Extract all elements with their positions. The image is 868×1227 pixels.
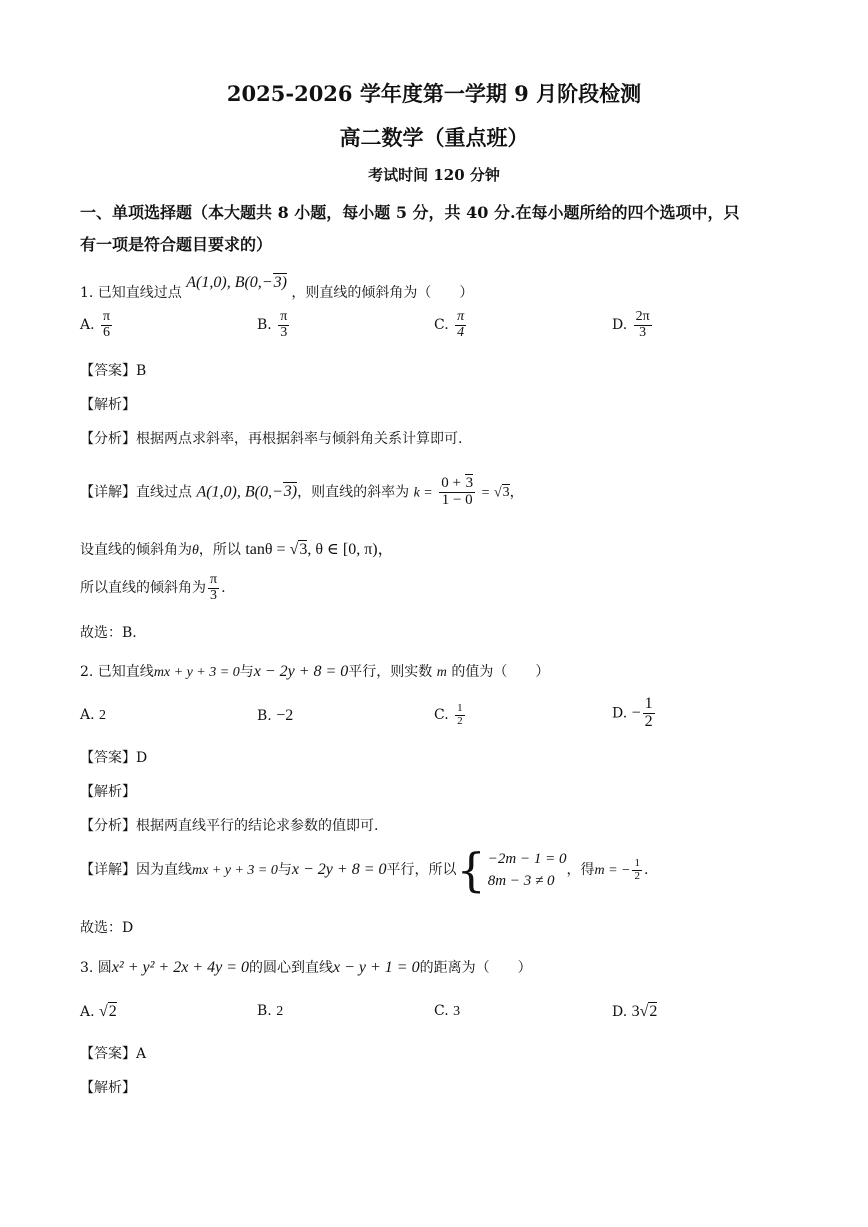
q2-option-b: B. −2 <box>257 707 294 724</box>
exam-duration: 考试时间 120 分钟 <box>368 166 500 184</box>
q1-detail-line2: 设直线的倾斜角为θ，所以 tanθ = √3, θ ∈ [0, π)， <box>80 541 394 558</box>
q1-detail-line3: 所以直线的倾斜角为 $\frac{\pi}{3}$ . <box>80 572 226 603</box>
q3-option-c: C. 3 <box>434 1003 461 1019</box>
q2-option-a: A. 2 <box>80 707 107 723</box>
section-title-line2: 有一项是符合题目要求的） <box>80 235 273 254</box>
q1-option-a: A. $\frac{\pi}{6}$ <box>80 309 111 340</box>
q1-analysis-label: 【解析】 <box>80 397 136 413</box>
q3-option-a: A. √2 <box>80 1003 117 1020</box>
question-3: 3. 圆x² + y² + 2x + 4y = 0的圆心到直线x − y + 1 = 0的距离为（ ） <box>80 959 532 976</box>
q3-analysis-label: 【解析】 <box>80 1080 136 1096</box>
section-title-line1: 一、单项选择题（本大题共 8 小题，每小题 5 分，共 40 分.在每小题所给的四个选项中，只 <box>80 203 740 222</box>
question-1 <box>80 274 474 302</box>
q2-choice: 故选：D <box>80 920 134 936</box>
q1-points: A(1,0), B(0,−3) <box>186 274 287 291</box>
q1-option-d: D. $\frac{2\pi}{3}$ <box>612 309 650 340</box>
q2-fenxi: 【分析】根据两直线平行的结论求参数的值即可. <box>80 818 379 834</box>
q1-stem-end: ，则直线的倾斜角为（ ） <box>291 285 474 301</box>
q1-option-c: C. $\frac{\pi}{4}$ <box>434 309 465 340</box>
q3-answer: 【答案】A <box>80 1046 147 1062</box>
q2-option-c: C. $\frac{1}{2}$ <box>434 702 463 727</box>
q1-choice: 故选：B. <box>80 625 137 641</box>
q1-detail: 【详解】直线过点 A(1,0), B(0,−3)，则直线的斜率为 k = $\frac{0 + 3}{1 - 0}$ = √3， <box>80 475 524 508</box>
q1-fenxi: 【分析】根据两点求斜率，再根据斜率与倾斜角关系计算即可. <box>80 431 463 447</box>
exam-subtitle: 高二数学（重点班） <box>339 125 529 150</box>
q2-analysis-label: 【解析】 <box>80 784 136 800</box>
q3-option-d: D. 3√2 <box>612 1003 658 1020</box>
exam-title: 2025-2026 学年度第一学期 9 月阶段检测 <box>226 81 642 106</box>
q1-stem: 1. 已知直线过点 <box>80 285 182 301</box>
q2-option-d: D. − $\frac{1}{2}$ <box>612 695 653 730</box>
q2-detail: 【详解】因为直线mx + y + 3 = 0与x − 2y + 8 = 0平行，所以{ −2m − 1 = 0 8m − 3 ≠ 0 ，得m = − $\frac{1}{2}$ . <box>80 843 649 897</box>
q2-answer: 【答案】D <box>80 750 148 766</box>
q1-answer: 【答案】B <box>80 363 147 379</box>
q1-option-b: B. $\frac{\pi}{3}$ <box>257 309 288 340</box>
question-2: 2. 已知直线mx + y + 3 = 0与x − 2y + 8 = 0平行，则实数 m 的值为（ ） <box>80 663 550 680</box>
q3-option-b: B. 2 <box>257 1003 284 1019</box>
